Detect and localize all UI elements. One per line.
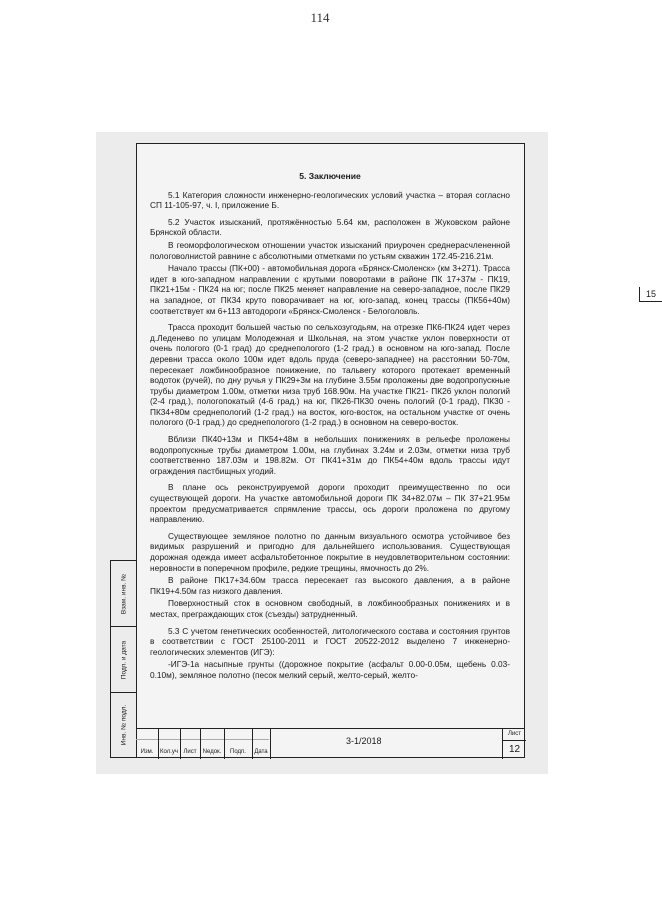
paragraph-route-terrain: Трасса проходит большей частью по сельхозугодьям, на отрезке ПК6-ПК24 идет через д.Леденево по улицам Молодежная и Школьная, на этом участке уклон поверхности от очень пологого (0-1 град) до среднепологого (1-2 град.) в основном на юго-запад. После деревни трасса около 100м идет вдоль пруда (северо-западнее) на расстоянии 50-70м, пересекает ложбинообразное понижение, по тальвегу которого протекает временный водоток (ручей), по дну ручья у ПК29+3м на глубине 3.55м проложены две водопропускные трубы диаметром 1.00м, отметки низа труб 168.90м. На участке ПК21- ПК26 уклон пологий (2-4 град.), пологопокатый (4-6 град.) на юг, ПК26-ПК30 очень пологий (0-1 град), ПК30 - ПК34+80м среднепологий (1-2 град.) на восток, юго-восток, на остальном участке от очень пологого (0-1 град.) до среднепологого (1-2 град.) в основном на северо-восток.: [150, 322, 510, 428]
paragraph-subgrade: Существующее земляное полотно по данным визуального осмотра устойчивое без видимых разрушений и пригодно для дальнейшего использования. Существующая дорожная одежда имеет асфальтобетонное покрытие в неудовлетворительном состоянии: неровности в поперечном профиле, редкие трещины, ямочность до 2%.: [150, 530, 510, 573]
side-cell-podp: [111, 627, 136, 693]
side-cell-inv: [111, 693, 136, 757]
stamp-col-list: [180, 729, 201, 759]
stamp-col-podp: [224, 729, 253, 759]
paragraph-culverts: Вблизи ПК40+13м и ПК54+48м в небольших понижениях в рельефе проложены водопропускные трубы диаметром 1.00м, на глубинах 3.24м и 2.03м, отметки низа труб соответственно 187.03м и 198.82м. От ПК41+31м до ПК54+40м вдоль трассы идут ограждения пастбищных угодий.: [150, 434, 510, 476]
paragraph-route-start: Начало трассы (ПК+00) - автомобильная дорога «Брянск-Смоленск» (км 3+271). Трасса идет в юго-западном направлении с крутыми поворотами в районе ПК 17+37м - ПК19, ПК21+15м - ПК24 на юг; после ПК25 меняет направление на северо-западное, после ПК29 на западное, от ПК34 круто поворачивает на юг, юго-запад, конец трассы (ПК56+40м) соответствует км 6+113 автодороги «Брянск-Смоленск - Белоголовль.: [150, 263, 510, 316]
stamp-sheet-box: [502, 729, 526, 759]
paragraph-5-3: 5.3 С учетом генетических особенностей, литологического состава и состояния грунтов в соответствии с ГОСТ 25100-2011 и ГОСТ 20522-2012 выделено 7 инженерно-геологических элементов (ИГЭ):: [150, 625, 510, 657]
stamp-header-list: Лист: [183, 749, 197, 755]
paragraph-5-2: 5.2 Участок изысканий, протяжённостью 5.64 км, расположен в Жуковском районе Брянской области.: [150, 216, 510, 238]
stamp-header-data: Дата: [254, 749, 268, 755]
paragraph-runoff: Поверхностный сток в основном свободный, в ложбинообразных понижениях и в местах, преграждающих сток (съезды) затрудненный.: [150, 598, 510, 619]
stamp-header-izm: Изм.: [140, 749, 154, 755]
stamp-col-kol: [158, 729, 181, 759]
paragraph-plan-axis: В плане ось реконструируемой дороги проходит преимущественно по оси существующей дороги. На участке автомобильной дороги ПК 34+82.07м – ПК 37+21.95м проектом предусматривается спрямление трассы, ось дороги проложена по другому направлению.: [150, 482, 510, 525]
side-label-inv: Инв. № подл.: [120, 704, 127, 746]
paragraph-gas: В районе ПК17+34.60м трасса пересекает газ высокого давления, а в районе ПК19+4.50м газ низкого давления.: [150, 575, 510, 596]
stamp-col-ndok: [200, 729, 225, 759]
side-stamp-strip: [110, 560, 136, 758]
sheet-number-top-right: 15: [639, 287, 662, 302]
side-cell-vzam: [111, 561, 136, 627]
side-label-podp: Подп. и дата: [120, 640, 127, 679]
stamp-col-data: [252, 729, 271, 759]
side-label-vzam: Взам. инв. №: [120, 573, 127, 614]
paragraph-5-1: 5.1 Категория сложности инженерно-геологических условий участка – вторая согласно СП 11-105-97, ч. I, приложение Б.: [150, 189, 510, 211]
paragraph-geomorph: В геоморфологическом отношении участок изысканий приурочен среднерасчлененной пологоволнистой равнине с абсолютными отметками по устьям скважин 172.45-216.21м.: [150, 239, 510, 261]
stamp-col-izm: [136, 729, 159, 759]
section-heading: 5. Заключение: [299, 171, 361, 181]
title-block-stamp: [136, 728, 525, 759]
paragraph-ige-1a: -ИГЭ-1а насыпные грунты ((дорожное покрытие (асфальт 0.00-0.05м, щебень 0.03-0.10м), земляное полотно (песок мелкий серый, желто-серый, желто-: [150, 659, 510, 680]
stamp-header-podp: Подп.: [230, 749, 246, 755]
stamp-header-kol: Кол.уч: [160, 749, 178, 755]
document-code: 3-1/2018: [346, 736, 382, 746]
stamp-sheet-label: Лист: [503, 729, 526, 741]
document-body: [150, 163, 510, 683]
page-number-top: 114: [310, 10, 330, 25]
stamp-header-ndok: Nедок.: [202, 749, 222, 755]
stamp-sheet-number: 12: [508, 744, 521, 755]
